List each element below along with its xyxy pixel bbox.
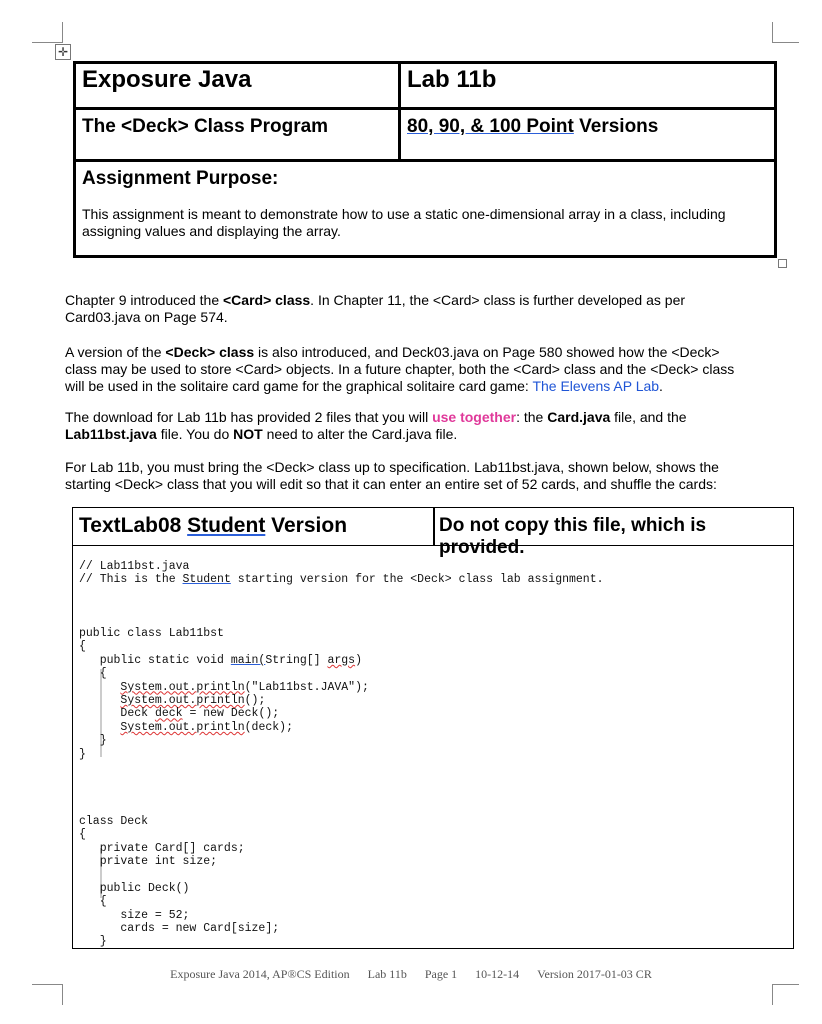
crop-mark-bottom-left xyxy=(32,984,63,1005)
p3-not: NOT xyxy=(233,426,263,442)
footer-lab: Lab 11b xyxy=(367,967,407,981)
code-title-underlined: Student xyxy=(187,514,266,537)
lab-cell xyxy=(400,63,776,109)
title-cell xyxy=(75,63,400,109)
code-line xyxy=(79,721,293,734)
code-box-title xyxy=(79,514,347,538)
p2-text-c: is also introduced, and Deck03.java on Page 580 showed how the <Deck> class may be used to store <Card> objects. In a future chapter, both the <Card> class and the <Deck> class will be used in the solitaire card game for the graphical solitaire card game: xyxy=(65,344,735,394)
p2-text-a: A version of the xyxy=(65,344,166,360)
p3-text-a: The download for Lab 11b has provided 2 files that you will xyxy=(65,409,433,425)
footer-page: Page 1 xyxy=(424,967,458,981)
code-box-header xyxy=(73,508,793,558)
p1-text-c: . In Chapter 11, the <Card> class is further developed as per Card03.java on Page 574. xyxy=(65,292,686,325)
table-move-handle-icon[interactable]: ✛ xyxy=(55,44,71,60)
p3-highlight: use together xyxy=(432,409,517,425)
code-line: { xyxy=(79,895,107,909)
code-line xyxy=(79,681,369,694)
crop-mark-top-right xyxy=(772,22,799,43)
code-line: public class Lab11bst xyxy=(79,627,224,641)
code-token: args xyxy=(327,653,356,667)
code-line xyxy=(79,573,604,586)
purpose-cell xyxy=(75,161,776,257)
code-token: ) xyxy=(355,653,362,667)
p2-bold: <Deck> class xyxy=(165,344,255,360)
code-line: } xyxy=(79,747,86,761)
header-table xyxy=(73,61,777,258)
versions-cell xyxy=(400,109,776,161)
purpose-text: This assignment is meant to demonstrate how to use a static one-dimensional array in a class, including assigning values and displaying the array. xyxy=(82,206,726,239)
code-title-b: Version xyxy=(265,514,348,537)
header-divider xyxy=(433,508,435,545)
code-token: starting version for the <Deck> class lab assignment. xyxy=(230,573,604,587)
code-token: // This is the xyxy=(79,573,183,587)
code-token: System.out.println xyxy=(120,694,245,708)
code-line xyxy=(79,654,362,667)
p3-file2: Lab11bst.java xyxy=(65,426,157,442)
lab-number: Lab 11b xyxy=(407,66,497,93)
code-line: { xyxy=(79,828,86,842)
code-line: { xyxy=(79,640,86,654)
code-line: private Card[] cards; xyxy=(79,841,245,855)
p2-text-d: . xyxy=(659,378,663,394)
code-listing xyxy=(79,560,604,949)
code-token: String[] xyxy=(265,653,328,667)
code-token: = new Deck(); xyxy=(182,707,280,721)
p3-text-b: : the xyxy=(516,409,548,425)
code-line: } xyxy=(79,734,107,748)
code-box xyxy=(72,507,794,949)
p1-bold: <Card> class xyxy=(223,292,311,308)
elevens-lab-link[interactable]: The Elevens AP Lab xyxy=(532,378,660,394)
code-line: cards = new Card[size]; xyxy=(79,921,280,935)
code-token: Deck xyxy=(120,707,155,721)
code-line: size = 52; xyxy=(79,908,190,922)
versions-underlined: 80, 90, & 100 Point xyxy=(407,116,574,137)
code-line: } xyxy=(79,935,107,949)
code-token: (deck); xyxy=(244,720,293,734)
p3-text-e: need to alter the Card.java file. xyxy=(262,426,458,442)
paragraph-4: For Lab 11b, you must bring the <Deck> class up to specification. Lab11bst.java, shown below, shows the starting <Deck> class that you will edit so that it can enter an entire set of 52 cards, and shuffle the cards: xyxy=(65,459,719,492)
footer-version: Version 2017-01-03 CR xyxy=(537,967,652,981)
code-line: private int size; xyxy=(79,854,218,868)
code-line: class Deck xyxy=(79,814,149,828)
code-token: main( xyxy=(230,653,266,667)
purpose-label: Assignment Purpose: xyxy=(82,168,279,189)
code-token: System.out.println xyxy=(120,720,245,734)
footer-date: 10-12-14 xyxy=(475,967,520,981)
code-box-note: Do not copy this file, which is provided. xyxy=(439,515,707,558)
footer-edition: Exposure Java 2014, AP®CS Edition xyxy=(170,967,350,981)
crop-mark-bottom-right xyxy=(772,984,799,1005)
crop-mark-top-left xyxy=(32,22,63,43)
code-token: deck xyxy=(154,707,183,721)
code-token: System.out.println xyxy=(120,680,245,694)
page-footer xyxy=(0,967,822,982)
code-token: ("Lab11bst.JAVA"); xyxy=(244,680,369,694)
p3-text-c: file, and the xyxy=(610,409,687,425)
paragraph-3 xyxy=(65,409,755,443)
versions-rest: Versions xyxy=(573,116,659,137)
code-token: public static void xyxy=(79,653,231,667)
code-line xyxy=(79,694,265,707)
document-title: Exposure Java xyxy=(82,66,252,93)
code-line: { xyxy=(79,667,107,681)
code-title-a: TextLab08 xyxy=(79,514,188,537)
p3-text-d: file. You do xyxy=(156,426,234,442)
code-line xyxy=(79,707,279,720)
code-token: (); xyxy=(244,694,266,708)
paragraph-1 xyxy=(65,292,755,326)
table-resize-handle[interactable] xyxy=(778,259,787,268)
p3-file1: Card.java xyxy=(547,409,611,425)
paragraph-2 xyxy=(65,344,755,395)
code-line: // Lab11bst.java xyxy=(79,560,190,573)
program-name: The <Deck> Class Program xyxy=(82,116,329,137)
code-token: Student xyxy=(182,573,231,587)
program-cell xyxy=(75,109,400,161)
p1-text-a: Chapter 9 introduced the xyxy=(65,292,223,308)
code-line: public Deck() xyxy=(79,881,190,895)
